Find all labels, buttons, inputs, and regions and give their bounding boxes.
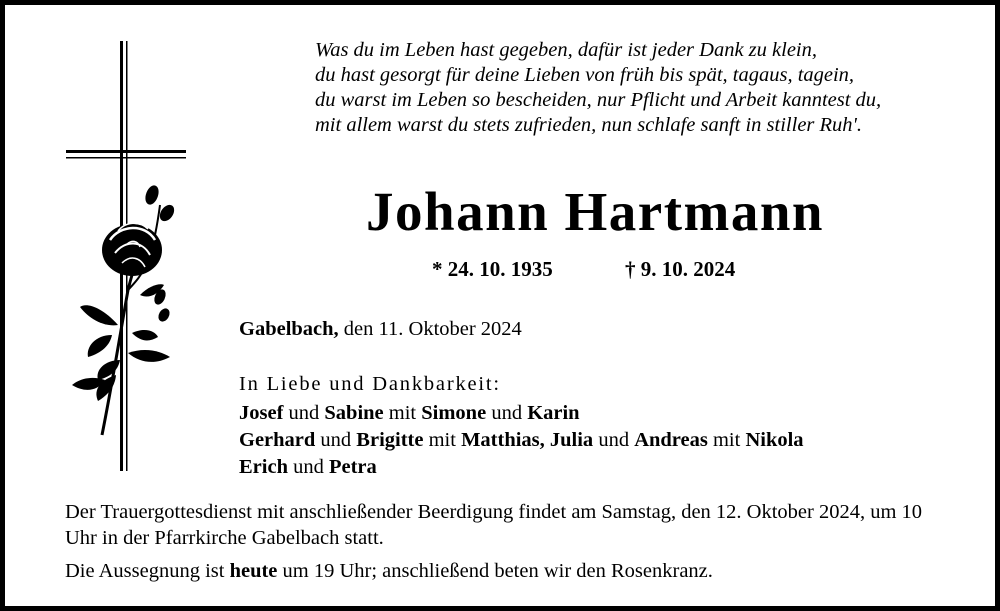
poem-line: du warst im Leben so bescheiden, nur Pflicht und Arbeit kanntest du,	[315, 89, 882, 111]
family-member: Matthias, Julia	[461, 429, 594, 451]
family-member: Andreas	[634, 429, 708, 451]
blessing-notice	[65, 560, 713, 583]
blessing-highlight: heute	[229, 560, 278, 582]
blessing-text: Die Aussegnung ist	[65, 560, 230, 582]
service-notice: Der Trauergottesdienst mit anschließender Beerdigung findet am Samstag, den 12. Oktober 2024, um 10 Uhr in der Pfarrkirche Gabelbach statt.	[65, 501, 923, 549]
family-line	[239, 427, 804, 454]
connector: und	[486, 402, 528, 424]
place-and-date	[239, 318, 522, 341]
thanks-heading: In Liebe und Dankbarkeit:	[239, 373, 501, 395]
connector: mit	[423, 429, 462, 451]
connector: mit	[707, 429, 746, 451]
connector: mit	[383, 402, 422, 424]
connector: und	[287, 456, 329, 478]
family-member: Nikola	[745, 429, 804, 451]
poem	[315, 38, 985, 138]
family-member: Sabine	[324, 402, 384, 424]
connector: und	[593, 429, 635, 451]
family-member: Josef	[239, 402, 284, 424]
poem-line: Was du im Leben hast gegeben, dafür ist jeder Dank zu klein,	[315, 39, 817, 61]
cross-with-rose-icon	[60, 35, 200, 480]
family-member: Petra	[328, 456, 377, 478]
deceased-name: Johann Hartmann	[365, 181, 824, 242]
family-line	[239, 454, 804, 481]
family-member: Simone	[421, 402, 487, 424]
place-date: den 11. Oktober 2024	[338, 318, 522, 340]
death-date: † 9. 10. 2024	[625, 257, 736, 281]
family-member: Gerhard	[239, 429, 316, 451]
place-town: Gabelbach,	[239, 318, 339, 340]
connector: und	[283, 402, 325, 424]
family-member: Brigitte	[356, 429, 424, 451]
family-member: Erich	[239, 456, 288, 478]
poem-line: mit allem warst du stets zufrieden, nun schlafe sanft in stiller Ruh'.	[315, 114, 863, 136]
family-member: Karin	[527, 402, 580, 424]
family-list	[239, 400, 804, 481]
poem-line: du hast gesorgt für deine Lieben von früh bis spät, tagaus, tagein,	[315, 64, 855, 86]
connector: und	[315, 429, 357, 451]
birth-date: * 24. 10. 1935	[432, 257, 553, 281]
blessing-text: um 19 Uhr; anschließend beten wir den Rosenkranz.	[277, 560, 713, 582]
family-line	[239, 400, 804, 427]
